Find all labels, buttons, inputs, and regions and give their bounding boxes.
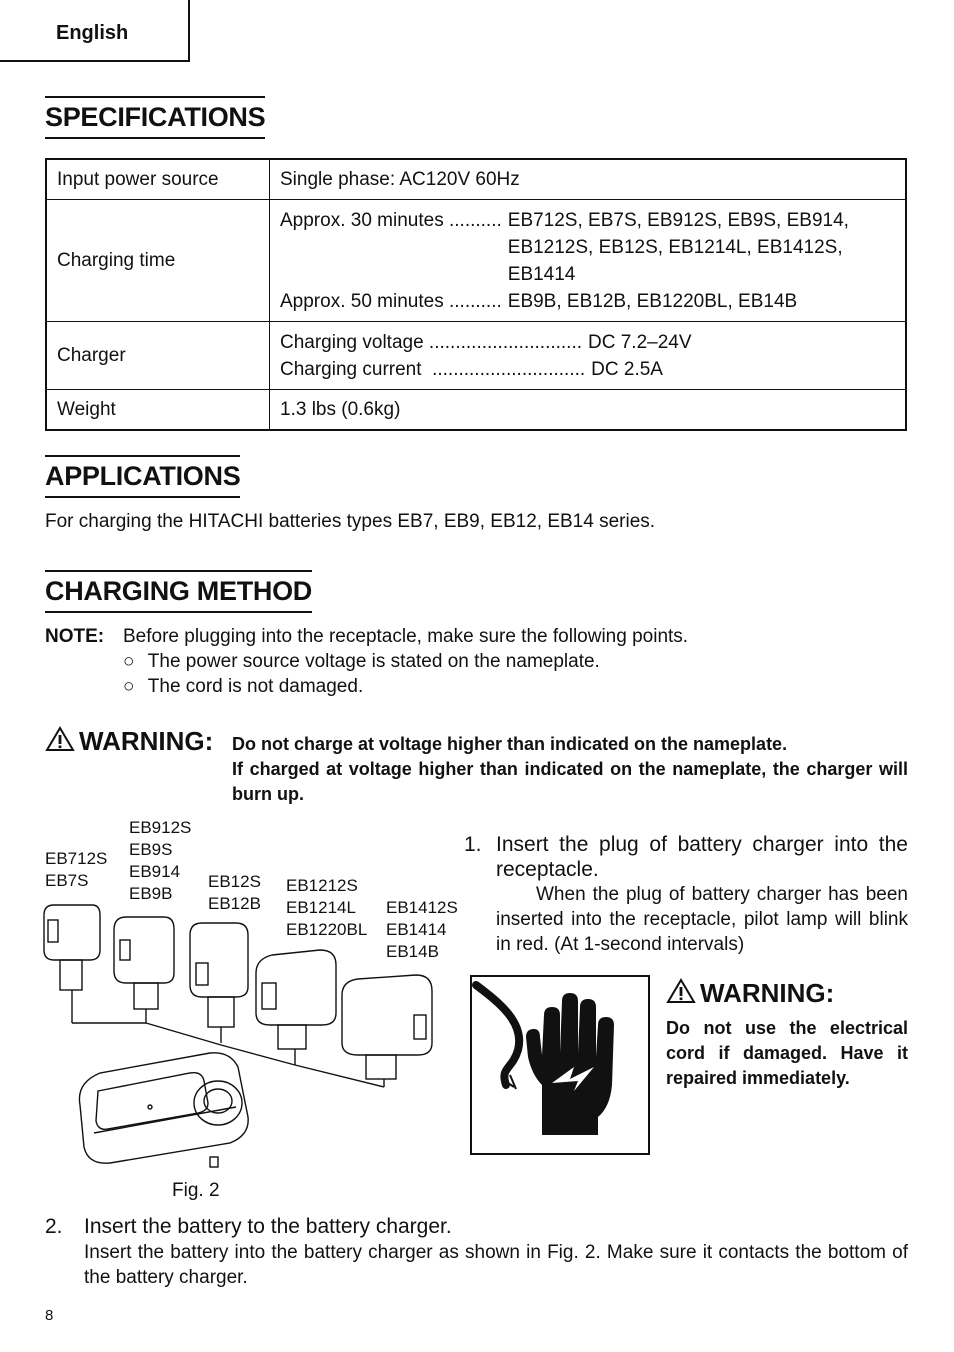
battery-eb1212-icon bbox=[256, 950, 336, 1065]
step1-number: 1. bbox=[464, 833, 482, 856]
spec-label: Charger bbox=[46, 322, 270, 390]
note-bullet: The power source voltage is stated on the nameplate. bbox=[147, 651, 600, 672]
spec-label: Weight bbox=[46, 390, 270, 431]
period: . bbox=[844, 1068, 850, 1088]
table-row bbox=[46, 200, 906, 322]
spec-value bbox=[270, 322, 907, 390]
table-row bbox=[46, 390, 906, 431]
bullet-circle-icon: ○ bbox=[123, 676, 135, 697]
warning2-text bbox=[666, 1016, 908, 1091]
charging-current-value: DC 2.5A bbox=[591, 358, 663, 380]
charging-30-models bbox=[508, 207, 849, 288]
note-block bbox=[45, 624, 689, 699]
battery-label-group-1: EB712S EB7S bbox=[45, 849, 108, 890]
battery-eb12-icon bbox=[190, 923, 248, 1043]
bullet-circle-icon: ○ bbox=[123, 651, 135, 672]
spec-value bbox=[270, 200, 907, 322]
period: . bbox=[298, 784, 304, 804]
models-line: EB1414 bbox=[507, 263, 576, 285]
battery-eb7-icon bbox=[44, 905, 100, 1002]
step1-title: Insert the plug of battery charger into the receptacle. bbox=[496, 833, 908, 881]
warning2-heading bbox=[666, 978, 834, 1009]
warning-triangle-icon bbox=[45, 726, 75, 752]
step2-number: 2. bbox=[45, 1215, 63, 1238]
language-tab bbox=[0, 0, 190, 62]
spec-value: 1.3 lbs (0.6kg) bbox=[270, 390, 907, 431]
step2-title: Insert the battery to the battery charger. bbox=[84, 1215, 452, 1238]
battery-eb1414-icon bbox=[342, 975, 432, 1087]
language-label: English bbox=[56, 22, 129, 44]
charging-30-label: Approx. 30 minutes .......... bbox=[280, 209, 502, 231]
step1-text: When the plug of battery charger has been inserted into the receptacle, pilot lamp will blink in red. (At 1-second intervals) bbox=[496, 884, 908, 955]
specifications-heading: SPECIFICATIONS bbox=[45, 96, 265, 139]
battery-charger-figure bbox=[40, 895, 460, 1175]
note-bullet: The cord is not damaged. bbox=[147, 676, 364, 697]
charging-voltage-label: Charging voltage ............................. bbox=[280, 331, 583, 353]
page-number: 8 bbox=[45, 1307, 54, 1324]
electrical-hazard-icon bbox=[470, 975, 650, 1155]
battery-eb9-icon bbox=[114, 917, 174, 1023]
battery-label-group-2: EB912S EB9S EB914 EB9B bbox=[129, 818, 192, 903]
charging-voltage-value: DC 7.2–24V bbox=[588, 331, 692, 353]
spec-label: Charging time bbox=[46, 200, 270, 322]
note-text: Before plugging into the receptacle, make sure the following points. bbox=[123, 626, 689, 647]
applications-heading: APPLICATIONS bbox=[45, 455, 240, 498]
charging-method-heading: CHARGING METHOD bbox=[45, 570, 312, 613]
figure-caption: Fig. 2 bbox=[172, 1180, 220, 1201]
battery-label-group-5: EB1412S EB1414 EB14B bbox=[386, 898, 458, 961]
applications-text: For charging the HITACHI batteries types EB7, EB9, EB12, EB14 series. bbox=[45, 511, 656, 532]
note-label: NOTE: bbox=[45, 626, 105, 647]
battery-label-group-4: EB1212S EB1214L EB1220BL bbox=[286, 876, 368, 939]
step2-text: Insert the battery into the battery charger as shown in Fig. 2. Make sure it contacts the bottom of the battery charger. bbox=[84, 1242, 908, 1288]
warning-line: If charged at voltage higher than indicated on the nameplate, the charger will burn up bbox=[232, 759, 908, 804]
models-line: EB712S, EB7S, EB912S, EB9S, EB914, bbox=[507, 209, 849, 231]
charging-50-models: EB9B, EB12B, EB1220BL, EB14B bbox=[507, 290, 798, 312]
models-line: EB1212S, EB12S, EB1214L, EB1412S, bbox=[507, 236, 843, 258]
spec-label: Input power source bbox=[46, 159, 270, 200]
warning-line: Do not charge at voltage higher than indicated on the nameplate bbox=[232, 734, 783, 754]
warning-label: WARNING: bbox=[79, 726, 214, 756]
warning2-line: Do not use the electrical cord if damaged. Have it repaired immediately bbox=[666, 1018, 908, 1088]
spec-value: Single phase: AC120V 60Hz bbox=[270, 159, 907, 200]
charging-50-label: Approx. 50 minutes .......... bbox=[280, 290, 502, 312]
warning-heading bbox=[45, 726, 213, 757]
battery-label-group-3: EB12S EB12B bbox=[208, 872, 261, 913]
charging-current-label: Charging current ............................. bbox=[280, 358, 586, 380]
table-row bbox=[46, 159, 906, 200]
specifications-table bbox=[45, 158, 907, 431]
warning2-label: WARNING: bbox=[700, 978, 835, 1008]
warning-text bbox=[232, 732, 908, 807]
table-row bbox=[46, 322, 906, 390]
warning-triangle-icon bbox=[666, 978, 696, 1004]
period: . bbox=[782, 734, 788, 754]
charger-icon bbox=[79, 1053, 248, 1167]
